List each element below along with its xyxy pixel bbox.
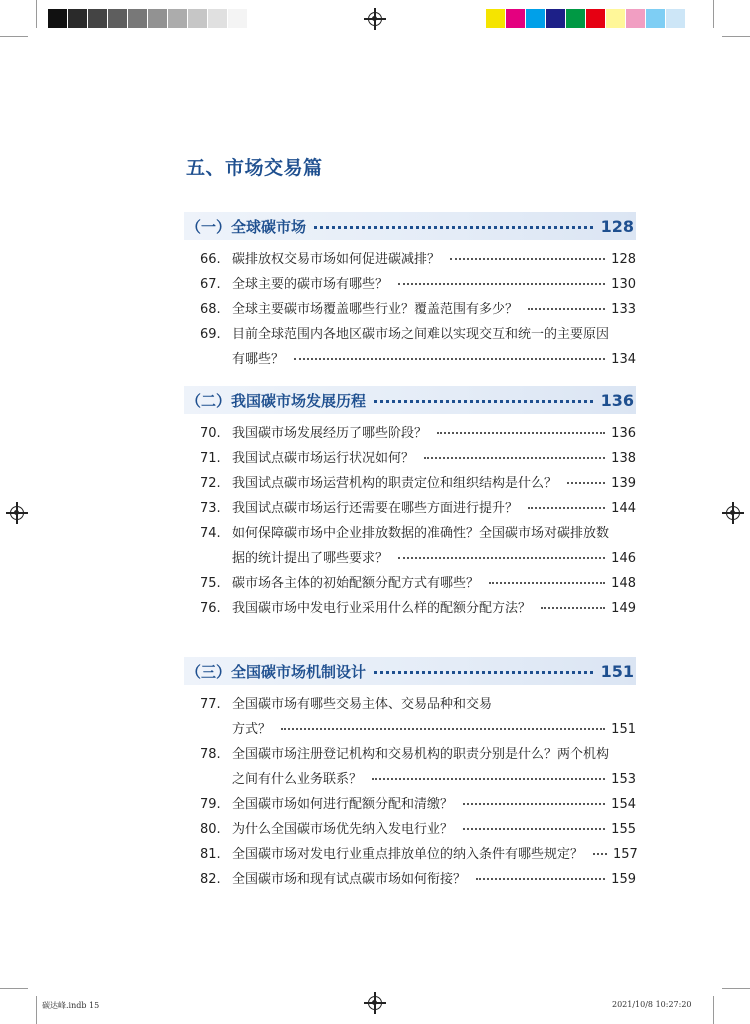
entry-page-number: 138 <box>611 451 636 466</box>
dot-leader <box>398 557 605 559</box>
entry-number: 80. <box>200 822 221 837</box>
entry-title: 全国碳市场和现有试点碳市场如何衔接？ <box>232 872 467 887</box>
entry-title: 有哪些？ <box>232 352 285 367</box>
toc-entry[interactable] <box>200 247 636 272</box>
dot-leader <box>374 671 593 674</box>
toc-entry[interactable] <box>200 446 636 471</box>
entry-title: 全国碳市场如何进行配额分配和清缴？ <box>232 797 454 812</box>
dot-leader <box>450 258 605 260</box>
dot-leader <box>567 482 605 484</box>
crop-mark-top-right-h <box>722 36 750 37</box>
dot-leader <box>424 457 605 459</box>
toc-entry[interactable] <box>200 322 636 372</box>
color-swatch <box>486 9 506 28</box>
dot-leader <box>374 400 593 403</box>
toc-entry[interactable] <box>200 792 636 817</box>
toc-entry[interactable] <box>200 272 636 297</box>
entry-number: 75. <box>200 576 221 591</box>
dot-leader <box>463 803 605 805</box>
entry-page-number: 133 <box>611 302 636 317</box>
color-swatch <box>526 9 546 28</box>
gray-swatch <box>168 9 188 28</box>
entry-title: 我国试点碳市场运行状况如何？ <box>232 451 415 466</box>
toc-entry[interactable] <box>200 867 636 892</box>
entry-page-number: 157 <box>613 847 638 862</box>
cmyk-color-bar <box>486 9 686 29</box>
dot-leader <box>314 226 593 229</box>
toc-entry[interactable] <box>200 817 636 842</box>
section-page-number: 136 <box>600 390 634 410</box>
dot-leader <box>294 358 605 360</box>
entry-number: 76. <box>200 601 221 616</box>
entry-title: 碳市场各主体的初始配额分配方式有哪些？ <box>232 576 480 591</box>
section-heading[interactable] <box>184 212 636 240</box>
gray-swatch <box>128 9 148 28</box>
registration-mark-left <box>10 506 24 520</box>
gray-swatch <box>108 9 128 28</box>
dot-leader <box>281 728 605 730</box>
gray-color-bar <box>48 9 248 29</box>
gray-swatch <box>208 9 228 28</box>
entry-page-number: 149 <box>611 601 636 616</box>
crop-mark-bottom-left-h <box>0 988 28 989</box>
entry-number: 81. <box>200 847 221 862</box>
entry-page-number: 139 <box>611 476 636 491</box>
toc-entry[interactable] <box>200 471 636 496</box>
footer-file-info: 碳达峰.indb 15 <box>42 1001 100 1010</box>
color-swatch <box>666 9 686 28</box>
gray-swatch <box>148 9 168 28</box>
entry-page-number: 128 <box>611 252 636 267</box>
toc-entry[interactable] <box>200 692 636 742</box>
entry-title: 全国碳市场有哪些交易主体、交易品种和交易 <box>232 697 493 712</box>
entry-title: 全国碳市场对发电行业重点排放单位的纳入条件有哪些规定？ <box>232 847 584 862</box>
toc-entry[interactable] <box>200 421 636 446</box>
dot-leader <box>528 507 605 509</box>
dot-leader <box>463 828 605 830</box>
entry-number: 82. <box>200 872 221 887</box>
dot-leader <box>489 582 605 584</box>
entry-title: 全球主要的碳市场有哪些？ <box>232 277 389 292</box>
entry-title: 全球主要碳市场覆盖哪些行业？覆盖范围有多少？ <box>232 302 519 317</box>
entry-page-number: 148 <box>611 576 636 591</box>
entry-number: 68. <box>200 302 221 317</box>
gray-swatch <box>88 9 108 28</box>
entry-page-number: 130 <box>611 277 636 292</box>
entry-page-number: 153 <box>611 772 636 787</box>
toc-entry[interactable] <box>200 297 636 322</box>
section-page-number: 151 <box>600 661 634 681</box>
toc-entry[interactable] <box>200 521 636 571</box>
section-label: （二）我国碳市场发展历程 <box>186 391 367 410</box>
toc-entry[interactable] <box>200 596 636 621</box>
section-page-number: 128 <box>600 216 634 236</box>
color-swatch <box>506 9 526 28</box>
gray-swatch <box>68 9 88 28</box>
crop-mark-top-right-v <box>713 0 714 28</box>
toc-entry[interactable] <box>200 842 636 867</box>
entry-page-number: 155 <box>611 822 636 837</box>
section-label: （一）全球碳市场 <box>186 217 307 236</box>
entry-number: 79. <box>200 797 221 812</box>
entry-title: 我国试点碳市场运营机构的职责定位和组织结构是什么？ <box>232 476 558 491</box>
dot-leader <box>541 607 605 609</box>
entry-title: 据的统计提出了哪些要求？ <box>232 551 389 566</box>
toc-entry[interactable] <box>200 496 636 521</box>
entry-title: 之间有什么业务联系？ <box>232 772 363 787</box>
toc-entry[interactable] <box>200 742 636 792</box>
color-swatch <box>626 9 646 28</box>
registration-mark-right <box>726 506 740 520</box>
section-label: （三）全国碳市场机制设计 <box>186 662 367 681</box>
entry-title: 为什么全国碳市场优先纳入发电行业？ <box>232 822 454 837</box>
gray-swatch <box>48 9 68 28</box>
chapter-title: 五、市场交易篇 <box>186 157 323 179</box>
entry-number: 77. <box>200 697 221 712</box>
entry-page-number: 154 <box>611 797 636 812</box>
entry-title: 全国碳市场注册登记机构和交易机构的职责分别是什么？两个机构 <box>232 747 610 762</box>
footer-timestamp: 2021/10/8 10:27:20 <box>612 1000 692 1009</box>
entry-page-number: 159 <box>611 872 636 887</box>
entry-number: 71. <box>200 451 221 466</box>
entry-title: 目前全球范围内各地区碳市场之间难以实现交互和统一的主要原因 <box>232 327 610 342</box>
entry-page-number: 151 <box>611 722 636 737</box>
crop-mark-bottom-right-h <box>722 988 750 989</box>
entry-title: 碳排放权交易市场如何促进碳减排？ <box>232 252 441 267</box>
entry-number: 69. <box>200 327 221 342</box>
entry-number: 74. <box>200 526 221 541</box>
entry-number: 66. <box>200 252 221 267</box>
entry-number: 78. <box>200 747 221 762</box>
color-swatch <box>586 9 606 28</box>
entry-page-number: 146 <box>611 551 636 566</box>
color-swatch <box>646 9 666 28</box>
crop-mark-bottom-left-v <box>36 996 37 1024</box>
color-swatch <box>606 9 626 28</box>
dot-leader <box>593 853 607 855</box>
registration-mark-bottom <box>368 996 382 1010</box>
toc-entry[interactable] <box>200 571 636 596</box>
dot-leader <box>528 308 605 310</box>
entry-number: 70. <box>200 426 221 441</box>
section-heading[interactable] <box>184 657 636 685</box>
entry-number: 73. <box>200 501 221 516</box>
color-swatch <box>566 9 586 28</box>
registration-mark-top <box>368 12 382 26</box>
section-heading[interactable] <box>184 386 636 414</box>
entry-title: 我国碳市场发展经历了哪些阶段？ <box>232 426 428 441</box>
dot-leader <box>437 432 605 434</box>
entry-page-number: 144 <box>611 501 636 516</box>
dot-leader <box>476 878 605 880</box>
crop-mark-top-left-h <box>0 36 28 37</box>
entry-title: 我国碳市场中发电行业采用什么样的配额分配方法？ <box>232 601 532 616</box>
dot-leader <box>372 778 605 780</box>
entry-number: 72. <box>200 476 221 491</box>
entry-title: 方式？ <box>232 722 272 737</box>
dot-leader <box>398 283 605 285</box>
entry-number: 67. <box>200 277 221 292</box>
crop-mark-bottom-right-v <box>713 996 714 1024</box>
crop-mark-top-left-v <box>36 0 37 28</box>
entry-page-number: 136 <box>611 426 636 441</box>
color-swatch <box>546 9 566 28</box>
gray-swatch <box>228 9 248 28</box>
entry-title: 如何保障碳市场中企业排放数据的准确性？全国碳市场对碳排放数 <box>232 526 610 541</box>
entry-page-number: 134 <box>611 352 636 367</box>
entry-title: 我国试点碳市场运行还需要在哪些方面进行提升？ <box>232 501 519 516</box>
gray-swatch <box>188 9 208 28</box>
